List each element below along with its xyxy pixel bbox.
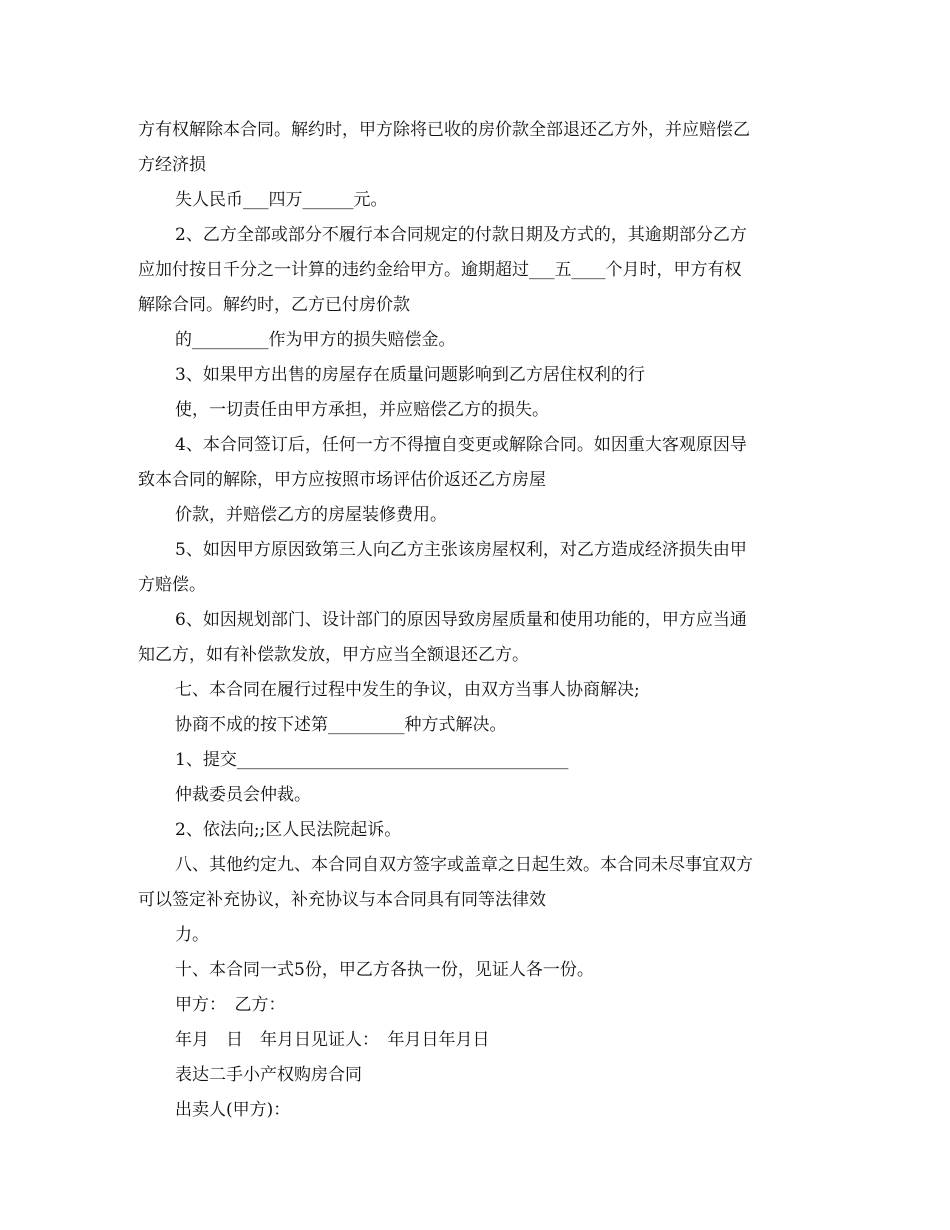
text-line: 6、如因规划部门、设计部门的原因导致房屋质量和使用功能的，甲方应当通	[175, 610, 747, 630]
text-line: 解除合同。解约时，乙方已付房价款	[138, 295, 410, 315]
text-line: 2、乙方全部或部分不履行本合同规定的付款日期及方式的，其逾期部分乙方	[175, 225, 747, 245]
text-line: 方有权解除本合同。解约时，甲方除将已收的房价款全部退还乙方外，并应赔偿乙	[138, 120, 750, 140]
text-line: 仲裁委员会仲裁。	[175, 785, 311, 805]
text-line: 2、依法向;;区人民法院起诉。	[175, 820, 402, 840]
text-line: 可以签定补充协议，补充协议与本合同具有同等法律效	[138, 890, 546, 910]
text-line: 协商不成的按下述第_________种方式解决。	[175, 715, 507, 735]
text-line: 十、本合同一式5份，甲乙方各执一份，见证人各一份。	[175, 960, 594, 980]
text-line: 致本合同的解除，甲方应按照市场评估价返还乙方房屋	[138, 470, 546, 490]
text-line: 1、提交_______________________________________	[175, 750, 569, 770]
text-line: 力。	[175, 925, 209, 945]
text-line: 使，一切责任由甲方承担，并应赔偿乙方的损失。	[175, 400, 549, 420]
text-line: 价款，并赔偿乙方的房屋装修费用。	[175, 505, 447, 525]
text-line: 3、如果甲方出售的房屋存在质量问题影响到乙方居住权利的行	[175, 365, 645, 385]
text-line: 年月 日 年月日见证人： 年月日年月日	[175, 1030, 490, 1050]
text-line: 5、如因甲方原因致第三人向乙方主张该房屋权利，对乙方造成经济损失由甲	[175, 540, 747, 560]
text-line: 方经济损	[138, 155, 206, 175]
text-line: 4、本合同签订后，任何一方不得擅自变更或解除合同。如因重大客观原因导	[175, 435, 747, 455]
text-line: 七、本合同在履行过程中发生的争议，由双方当事人协商解决;	[175, 680, 640, 700]
text-line: 甲方： 乙方：	[175, 995, 286, 1015]
text-line: 知乙方，如有补偿款发放，甲方应当全额退还乙方。	[138, 645, 529, 665]
text-line: 应加付按日千分之一计算的违约金给甲方。逾期超过___五____个月时，甲方有权	[138, 260, 742, 280]
text-line: 的_________作为甲方的损失赔偿金。	[175, 330, 456, 350]
text-line: 失人民币___四万______元。	[175, 190, 388, 210]
text-line: 表达二手小产权购房合同	[175, 1065, 362, 1085]
text-line: 出卖人(甲方)：	[175, 1100, 291, 1120]
text-line: 八、其他约定九、本合同自双方签字或盖章之日起生效。本合同未尽事宜双方	[175, 855, 753, 875]
text-line: 方赔偿。	[138, 575, 206, 595]
